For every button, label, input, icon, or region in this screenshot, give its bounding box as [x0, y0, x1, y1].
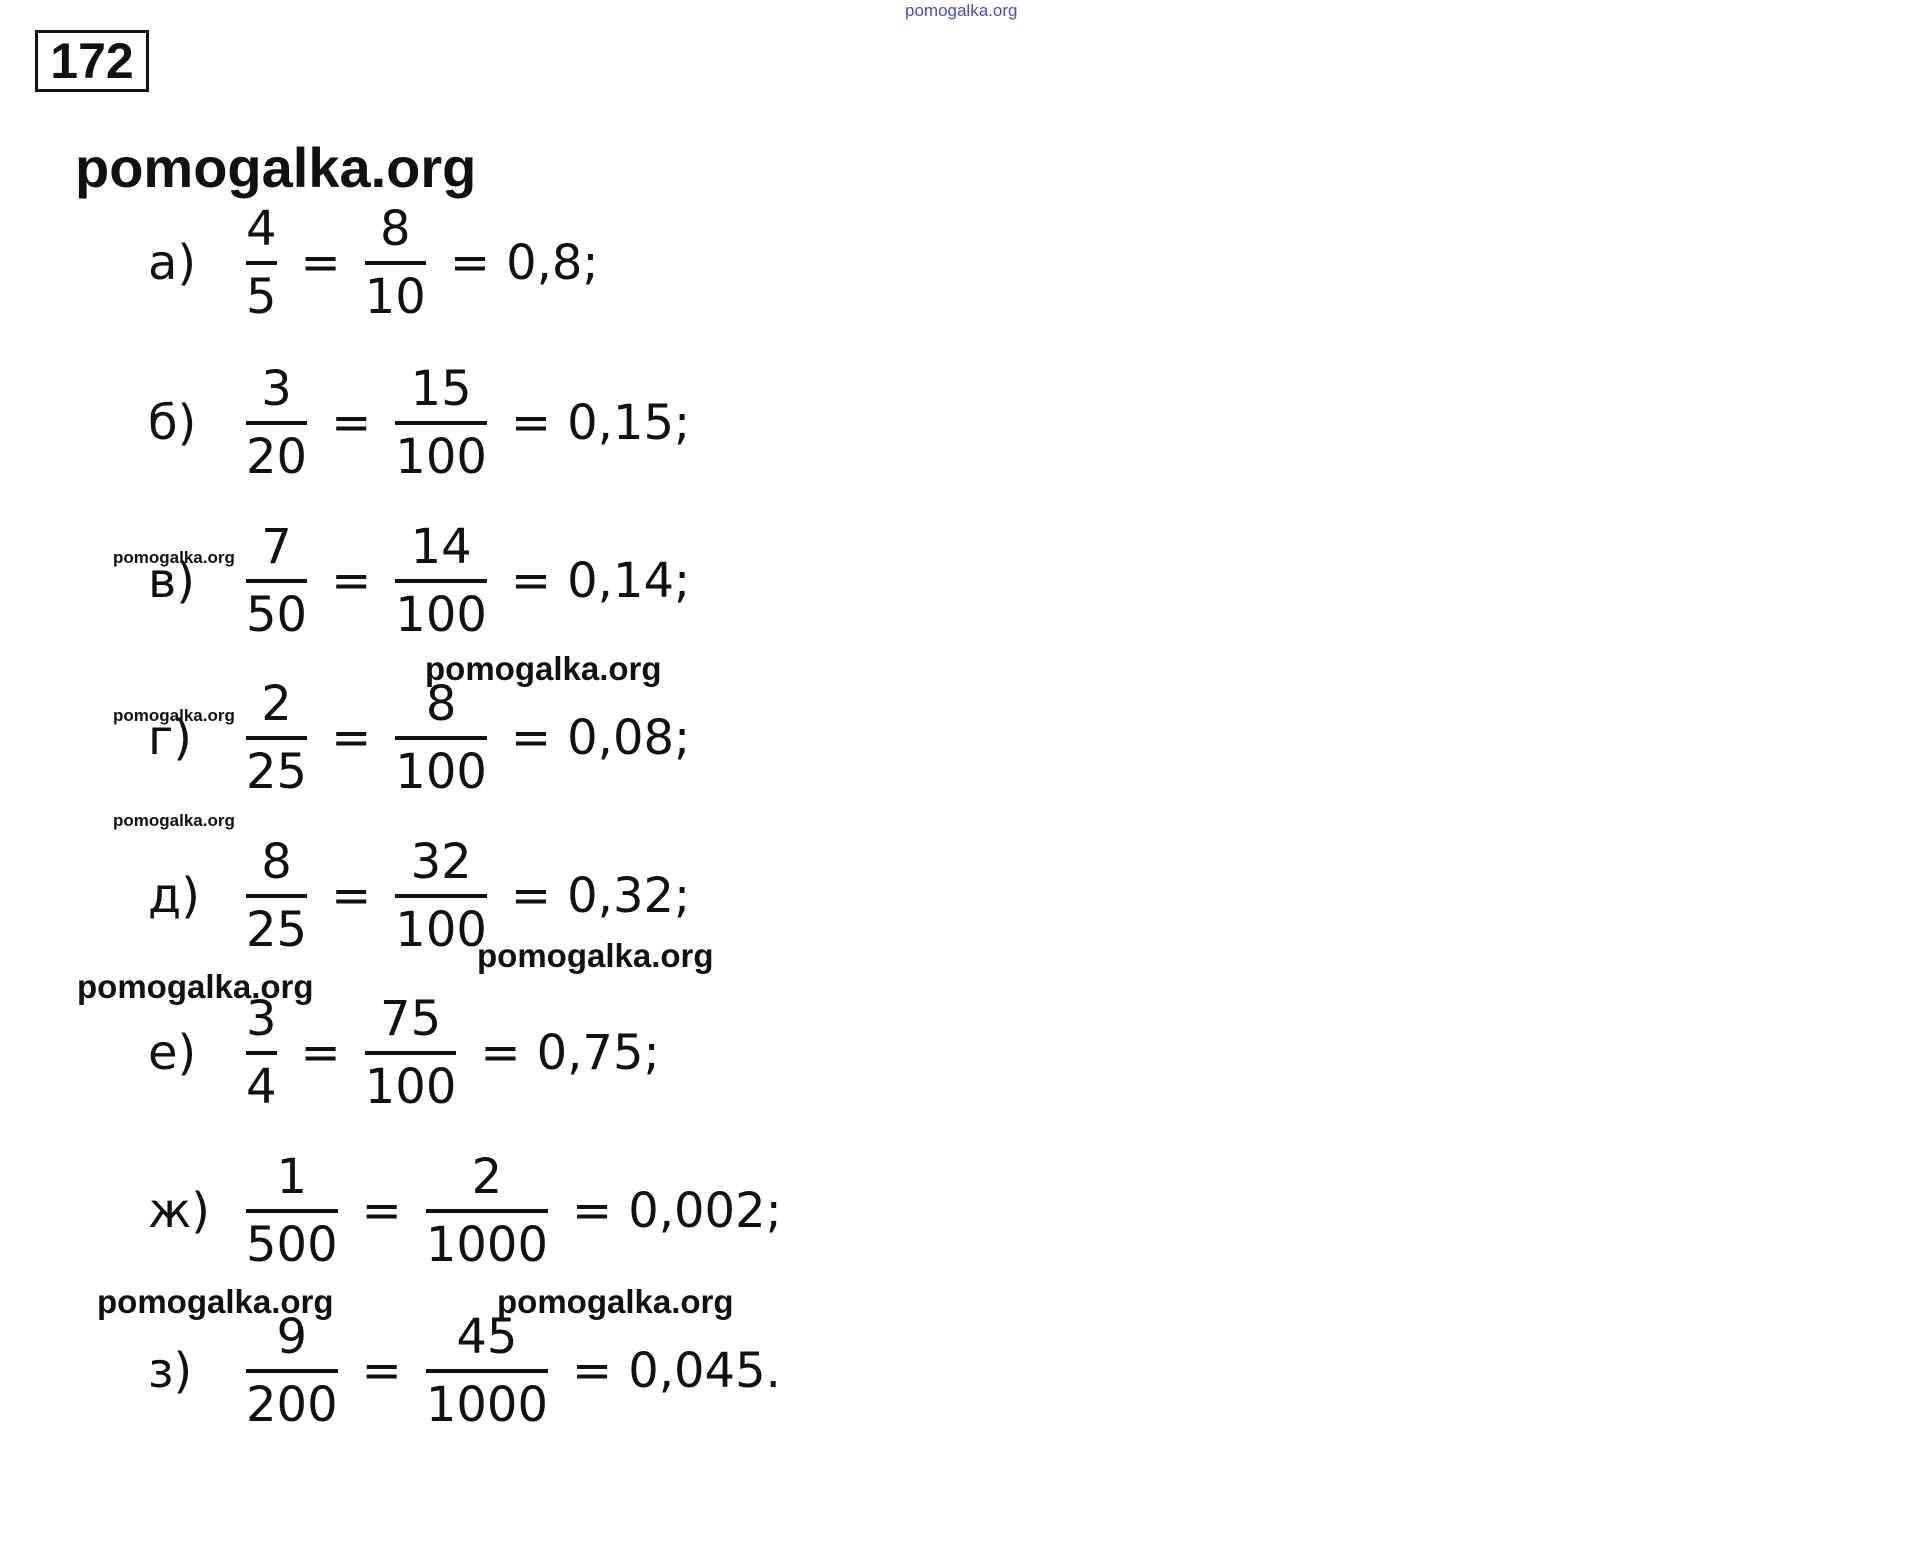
fraction-right [420, 1309, 554, 1433]
denominator: 10 [365, 261, 426, 321]
equals-sign: = [572, 1183, 613, 1239]
denominator: 5 [246, 261, 277, 321]
numerator: 9 [276, 1309, 308, 1365]
fraction-left [240, 991, 283, 1115]
equation-b [148, 361, 691, 485]
equals-sign: = [331, 553, 372, 609]
equals-sign: = [572, 1343, 613, 1399]
denominator: 1000 [426, 1209, 548, 1269]
numerator: 3 [261, 361, 292, 417]
decimal-result: 0,045. [628, 1343, 781, 1399]
numerator: 3 [246, 991, 277, 1047]
decimal-result: 0,002; [628, 1183, 782, 1239]
watermark: pomogalka.org [113, 811, 235, 830]
equation-label: е) [148, 1025, 197, 1081]
equation-a [148, 201, 599, 325]
decimal-result: 0,15; [567, 395, 691, 451]
fraction-right [359, 991, 463, 1115]
numerator: 45 [456, 1309, 518, 1365]
watermark: pomogalka.org [477, 937, 714, 974]
numerator: 75 [380, 991, 442, 1047]
fraction-left [240, 1309, 344, 1433]
numerator: 4 [246, 201, 277, 257]
numerator: 7 [261, 519, 292, 575]
watermark: pomogalka.org [497, 1283, 734, 1320]
numerator: 32 [410, 834, 472, 890]
equation-label: з) [148, 1343, 193, 1399]
equals-sign: = [510, 553, 552, 609]
equals-sign: = [449, 235, 491, 291]
numerator: 1 [276, 1149, 308, 1205]
denominator: 4 [246, 1051, 277, 1111]
fraction-right [389, 519, 493, 643]
equation-label: а) [148, 235, 197, 291]
equation-zh [148, 1149, 782, 1273]
fraction-left [240, 519, 313, 643]
fraction-right [359, 201, 432, 325]
equals-sign: = [510, 710, 552, 766]
denominator: 100 [365, 1051, 457, 1111]
numerator: 8 [261, 834, 292, 890]
denominator: 100 [395, 579, 487, 639]
equation-label: ж) [148, 1183, 210, 1239]
equals-sign: = [300, 235, 341, 291]
numerator: 8 [380, 201, 411, 257]
watermark: pomogalka.org [113, 706, 235, 725]
fraction-left [240, 1149, 344, 1273]
fraction-left [240, 201, 283, 325]
denominator: 100 [395, 736, 487, 796]
fraction-left [240, 361, 313, 485]
equals-sign: = [300, 1025, 341, 1081]
equation-g [148, 676, 691, 800]
equals-sign: = [361, 1183, 402, 1239]
equals-sign: = [510, 868, 552, 924]
numerator: 14 [410, 519, 472, 575]
denominator: 20 [246, 421, 307, 481]
equation-label: д) [148, 868, 200, 924]
equation-label: г) [148, 710, 192, 766]
watermark: pomogalka.org [425, 650, 662, 687]
equation-v [148, 519, 691, 643]
watermark: pomogalka.org [97, 1283, 334, 1320]
watermark-main: pomogalka.org [75, 136, 477, 199]
task-number-box: 172 [35, 30, 149, 92]
watermark-top: pomogalka.org [905, 1, 1018, 20]
denominator: 100 [395, 894, 487, 954]
fraction-left [240, 834, 313, 958]
equals-sign: = [361, 1343, 402, 1399]
denominator: 25 [246, 894, 307, 954]
equals-sign: = [331, 868, 372, 924]
equals-sign: = [331, 395, 372, 451]
numerator: 2 [261, 676, 292, 732]
fraction-right [389, 361, 493, 485]
equals-sign: = [331, 710, 372, 766]
watermark: pomogalka.org [77, 968, 314, 1005]
denominator: 25 [246, 736, 307, 796]
decimal-result: 0,08; [567, 710, 691, 766]
denominator: 100 [395, 421, 487, 481]
equals-sign: = [480, 1025, 521, 1081]
denominator: 500 [246, 1209, 338, 1269]
numerator: 15 [410, 361, 472, 417]
decimal-result: 0,8; [506, 235, 599, 291]
decimal-result: 0,75; [536, 1025, 660, 1081]
fraction-right [389, 676, 493, 800]
equals-sign: = [510, 395, 552, 451]
denominator: 200 [246, 1369, 338, 1429]
decimal-result: 0,32; [567, 868, 691, 924]
equation-e [148, 991, 660, 1115]
numerator: 8 [425, 676, 457, 732]
fraction-left [240, 676, 313, 800]
numerator: 2 [471, 1149, 503, 1205]
equation-label: в) [148, 553, 196, 609]
decimal-result: 0,14; [567, 553, 691, 609]
fraction-right [420, 1149, 554, 1273]
equation-label: б) [148, 395, 197, 451]
denominator: 1000 [426, 1369, 548, 1429]
denominator: 50 [246, 579, 307, 639]
watermark: pomogalka.org [113, 548, 235, 567]
equation-z [148, 1309, 781, 1433]
